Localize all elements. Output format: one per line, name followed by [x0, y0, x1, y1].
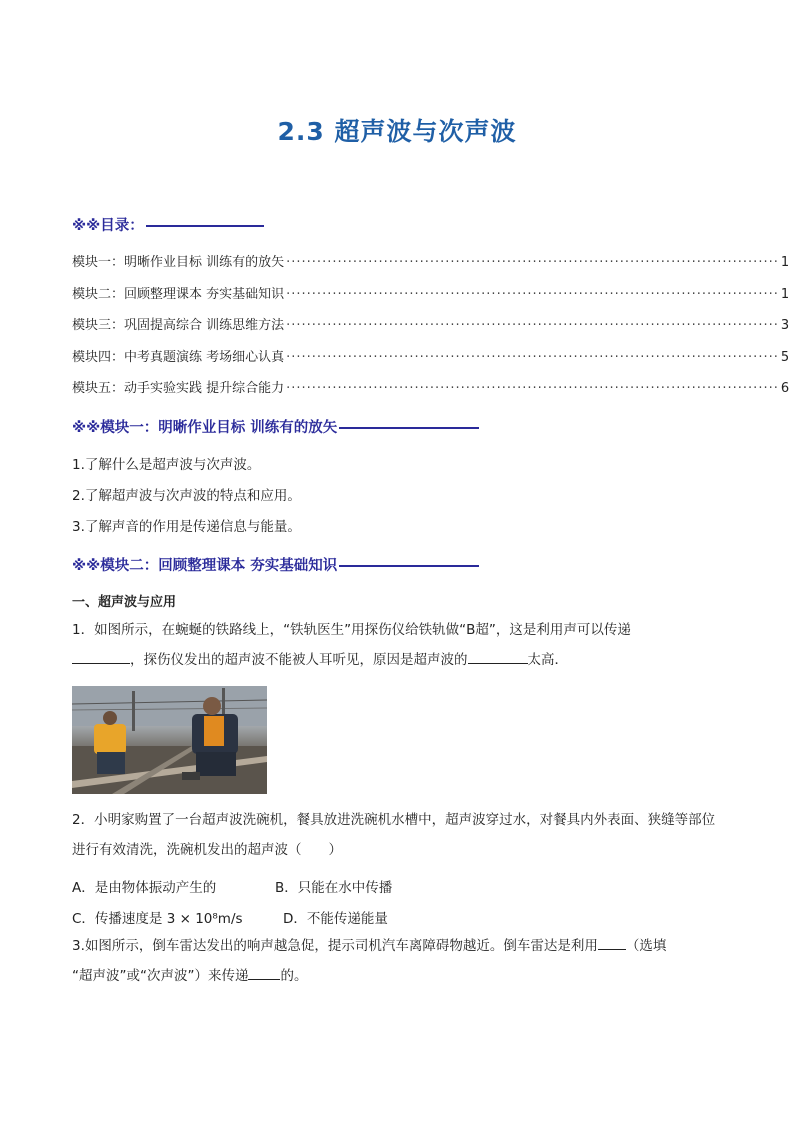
toc-item-label: 模块四：中考真题演练 考场细心认真: [72, 350, 285, 365]
heading-rule: [339, 427, 479, 429]
toc-heading: [72, 214, 264, 235]
q2-option-d[interactable]: D．不能传递能量: [283, 911, 388, 927]
toc-page: 3: [780, 318, 790, 333]
answer-blank[interactable]: [598, 935, 626, 950]
answer-blank[interactable]: [248, 965, 280, 980]
goal-1: 1.了解什么是超声波与次声波。: [72, 457, 261, 473]
goal-2: 2.了解超声波与次声波的特点和应用。: [72, 488, 301, 504]
toc-page: 6: [780, 381, 790, 396]
toc-item-label: 模块三：巩固提高综合 训练思维方法: [72, 318, 285, 333]
toc-heading-text: ※※目录：: [72, 218, 144, 234]
q1-text-c: 太高．: [527, 652, 568, 668]
question-2: [72, 805, 728, 865]
toc-page: 5: [780, 350, 790, 365]
toc-page: 1: [780, 255, 790, 270]
question-1: [72, 615, 728, 675]
toc-item-3[interactable]: [72, 314, 790, 333]
q2-option-c[interactable]: C．传播速度是 3 × 10⁸m/s: [72, 911, 243, 927]
answer-blank[interactable]: [72, 649, 130, 664]
q1-text-a: 1．如图所示，在蜿蜒的铁路线上，“铁轨医生”用探伤仪给铁轨做“B超”，这是利用声可以传递: [72, 622, 631, 638]
railway-inspection-photo: [72, 686, 267, 794]
q3-text-a: 3.如图所示，倒车雷达发出的响声越急促，提示司机汽车离障碍物越近。倒车雷达是利用: [72, 938, 598, 954]
heading-rule: [339, 565, 479, 567]
toc-leader: ································································································: [286, 287, 779, 302]
q2-stem: 2．小明家购置了一台超声波洗碗机，餐具放进洗碗机水槽中，超声波穿过水，对餐具内外表面、狭缝等部位进行有效清洗，洗碗机发出的超声波（ ）: [72, 812, 716, 858]
heading-rule: [146, 225, 264, 227]
toc-leader: ································································································: [286, 381, 779, 396]
q3-text-d: 的。: [280, 968, 308, 984]
toc-item-4[interactable]: [72, 346, 790, 365]
module1-heading: [72, 416, 479, 437]
subsection-heading: 一、超声波与应用: [72, 595, 177, 610]
railway-photo-illustration: [72, 686, 267, 794]
toc-item-1[interactable]: [72, 251, 790, 270]
toc-item-2[interactable]: [72, 283, 790, 302]
toc-leader: ································································································: [286, 255, 779, 270]
toc-page: 1: [780, 287, 790, 302]
q2-option-a[interactable]: A．是由物体振动产生的: [72, 880, 217, 896]
q3-text-c: “超声波”或“次声波”）来传递: [72, 968, 249, 984]
toc-item-label: 模块一：明晰作业目标 训练有的放矢: [72, 255, 285, 270]
toc-leader: ································································································: [286, 350, 779, 365]
module1-heading-text: ※※模块一：明晰作业目标 训练有的放矢: [72, 420, 338, 436]
q2-option-b[interactable]: B．只能在水中传播: [275, 880, 393, 896]
q3-text-b: （选填: [625, 938, 667, 954]
toc-leader: ································································································: [286, 318, 779, 333]
toc-item-label: 模块五：动手实验实践 提升综合能力: [72, 381, 285, 396]
answer-blank[interactable]: [468, 649, 528, 664]
module2-heading: [72, 554, 479, 575]
goal-3: 3.了解声音的作用是传递信息与能量。: [72, 519, 301, 535]
q1-text-b: ，探伤仪发出的超声波不能被人耳听见，原因是超声波的: [130, 652, 468, 668]
toc-item-label: 模块二：回顾整理课本 夯实基础知识: [72, 287, 285, 302]
page-title: 2.3 超声波与次声波: [277, 117, 517, 146]
toc-item-5[interactable]: [72, 377, 790, 396]
question-3: [72, 931, 728, 991]
module2-heading-text: ※※模块二：回顾整理课本 夯实基础知识: [72, 558, 338, 574]
